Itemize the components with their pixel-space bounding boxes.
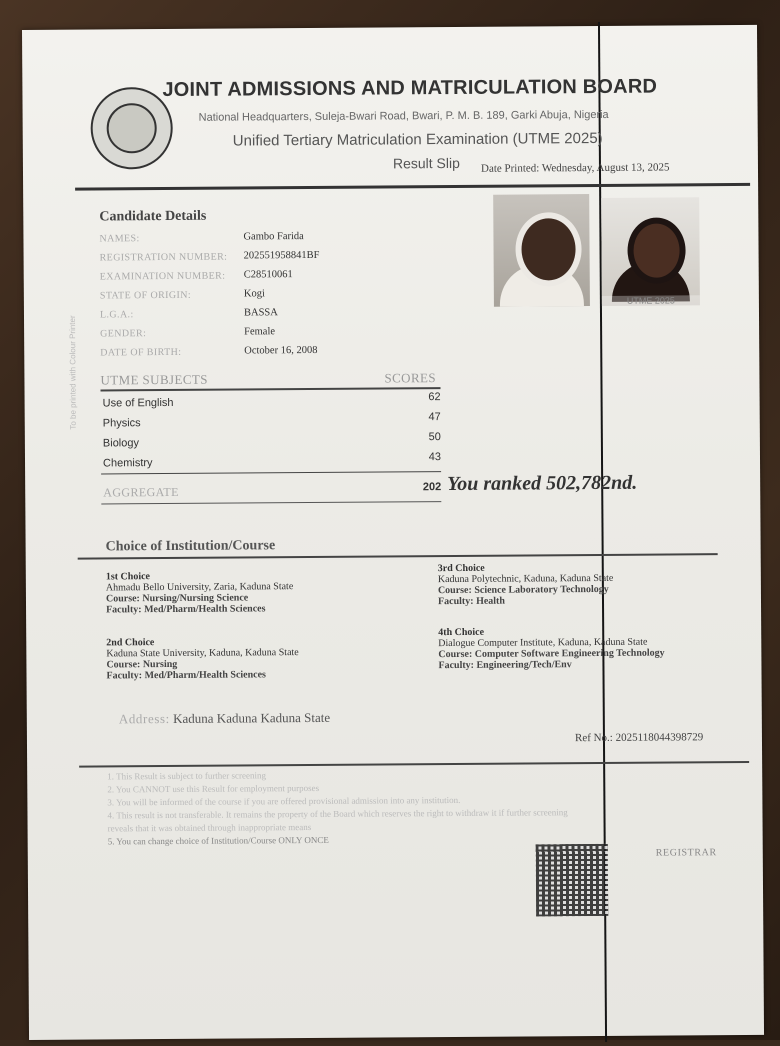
aggregate-divider [101,471,441,474]
header-divider [75,183,750,191]
fourth-choice-block [438,625,748,671]
first-choice-block [106,569,406,615]
choice-course: Course: Science Laboratory Technology [437,583,609,597]
choice-faculty: Faculty: Health [437,595,505,608]
choice-institution: Ahmadu Bello University, Zaria, Kaduna State [105,581,294,594]
footer-note: 1. This Result is subject to further screening [107,770,267,782]
second-choice-block [106,635,406,681]
board-title: JOINT ADMISSIONS AND MATRICULATION BOARD [162,75,658,102]
subject-name: Biology [102,437,140,450]
footer-note: 5. You can change choice of Institution/Course ONLY ONCE [107,834,329,847]
jamb-logo [90,87,173,170]
lga-value: BASSA [243,307,278,319]
date-printed: Date Printed: Wednesday, August 13, 2025 [480,161,670,175]
rank-text: You ranked 502,782nd. [447,471,638,496]
reference-number: Ref No.: 2025118044398729 [574,731,704,745]
candidate-details-heading: Candidate Details [99,208,207,225]
jamb-logo-emblem [107,103,157,153]
footer-note: 3. You will be informed of the course if you are offered provisional admission into any institution. [107,794,461,808]
subject-score: 47 [428,411,441,424]
choice-institution: Kaduna State University, Kaduna, Kaduna State [106,647,299,660]
state-of-origin-value: Kogi [243,288,265,300]
photo-caption: UTME 2025 [602,295,700,306]
footer-note: 4. This result is not transferable. It remains the property of the Board which reserves the right to withdraw it if further screening [107,807,568,821]
footer-divider [79,761,749,768]
exam-title: Unified Tertiary Matriculation Examination (UTME 2025) [232,129,603,150]
third-choice-block [438,561,738,607]
address-value: Kaduna Kaduna Kaduna State [173,709,331,726]
choice-heading: Choice of Institution/Course [105,538,276,555]
subject-score: 43 [428,451,442,464]
subject-name: Physics [102,417,141,430]
choice-course: Course: Nursing [106,658,178,671]
choice-course: Course: Nursing/Nursing Science [105,592,249,605]
subject-name: Chemistry [102,457,153,470]
date-of-birth-label: DATE OF BIRTH: [100,346,182,359]
choice-institution: Kaduna Polytechnic, Kaduna, Kaduna State [437,572,614,586]
lga-label: L.G.A.: [99,309,134,321]
registration-number-label: REGISTRATION NUMBER: [99,251,228,264]
address-label: Address: [118,710,170,727]
examination-number-value: C28510061 [243,269,293,281]
choice-course: Course: Computer Software Engineering Technology [438,647,665,661]
choice-title: 1st Choice [105,571,151,583]
result-slip-paper [22,25,764,1040]
subject-score: 50 [428,431,441,444]
footer-note: reveals that it was obtained through inappropriate means [107,822,312,834]
names-value: Gambo Farida [243,231,304,243]
choice-faculty: Faculty: Engineering/Tech/Env [438,659,572,672]
choice-institution: Dialogue Computer Institute, Kaduna, Kaduna State [438,636,648,650]
side-print-note: To be printed with Colour Printer [67,315,78,430]
subject-name: Use of English [102,396,174,410]
choice-faculty: Faculty: Med/Pharm/Health Sciences [106,669,266,682]
footer-note: 2. You CANNOT use this Result for employment purposes [107,782,320,795]
registration-number-value: 202551958841BF [243,249,320,262]
examination-number-label: EXAMINATION NUMBER: [99,270,226,283]
choice-faculty: Faculty: Med/Pharm/Health Sciences [106,603,266,616]
choice-title: 4th Choice [438,626,485,639]
choice-title: 3rd Choice [437,562,485,575]
gender-label: GENDER: [100,328,147,340]
slip-title: Result Slip [392,154,460,172]
candidate-address [119,710,330,727]
aggregate-bottom-divider [101,501,441,504]
names-label: NAMES: [99,233,140,245]
choice-title: 2nd Choice [106,637,155,649]
subjects-header: UTME SUBJECTS [100,371,208,388]
scores-header: SCORES [384,370,437,386]
qr-code-icon [536,844,609,917]
board-address: National Headquarters, Suleja-Bwari Road, Bwari, P. M. B. 189, Garki Abuja, Nigeria [198,108,609,124]
registrar-signature-label: REGISTRAR [655,847,717,859]
subject-score: 62 [428,391,441,404]
aggregate-label: AGGREGATE [103,484,179,500]
candidate-capture-photo [601,197,700,306]
aggregate-value: 202 [422,481,442,494]
state-of-origin-label: STATE OF ORIGIN: [99,289,192,302]
candidate-passport-photo [493,194,590,307]
gender-value: Female [244,326,276,338]
date-of-birth-value: October 16, 2008 [244,344,318,357]
